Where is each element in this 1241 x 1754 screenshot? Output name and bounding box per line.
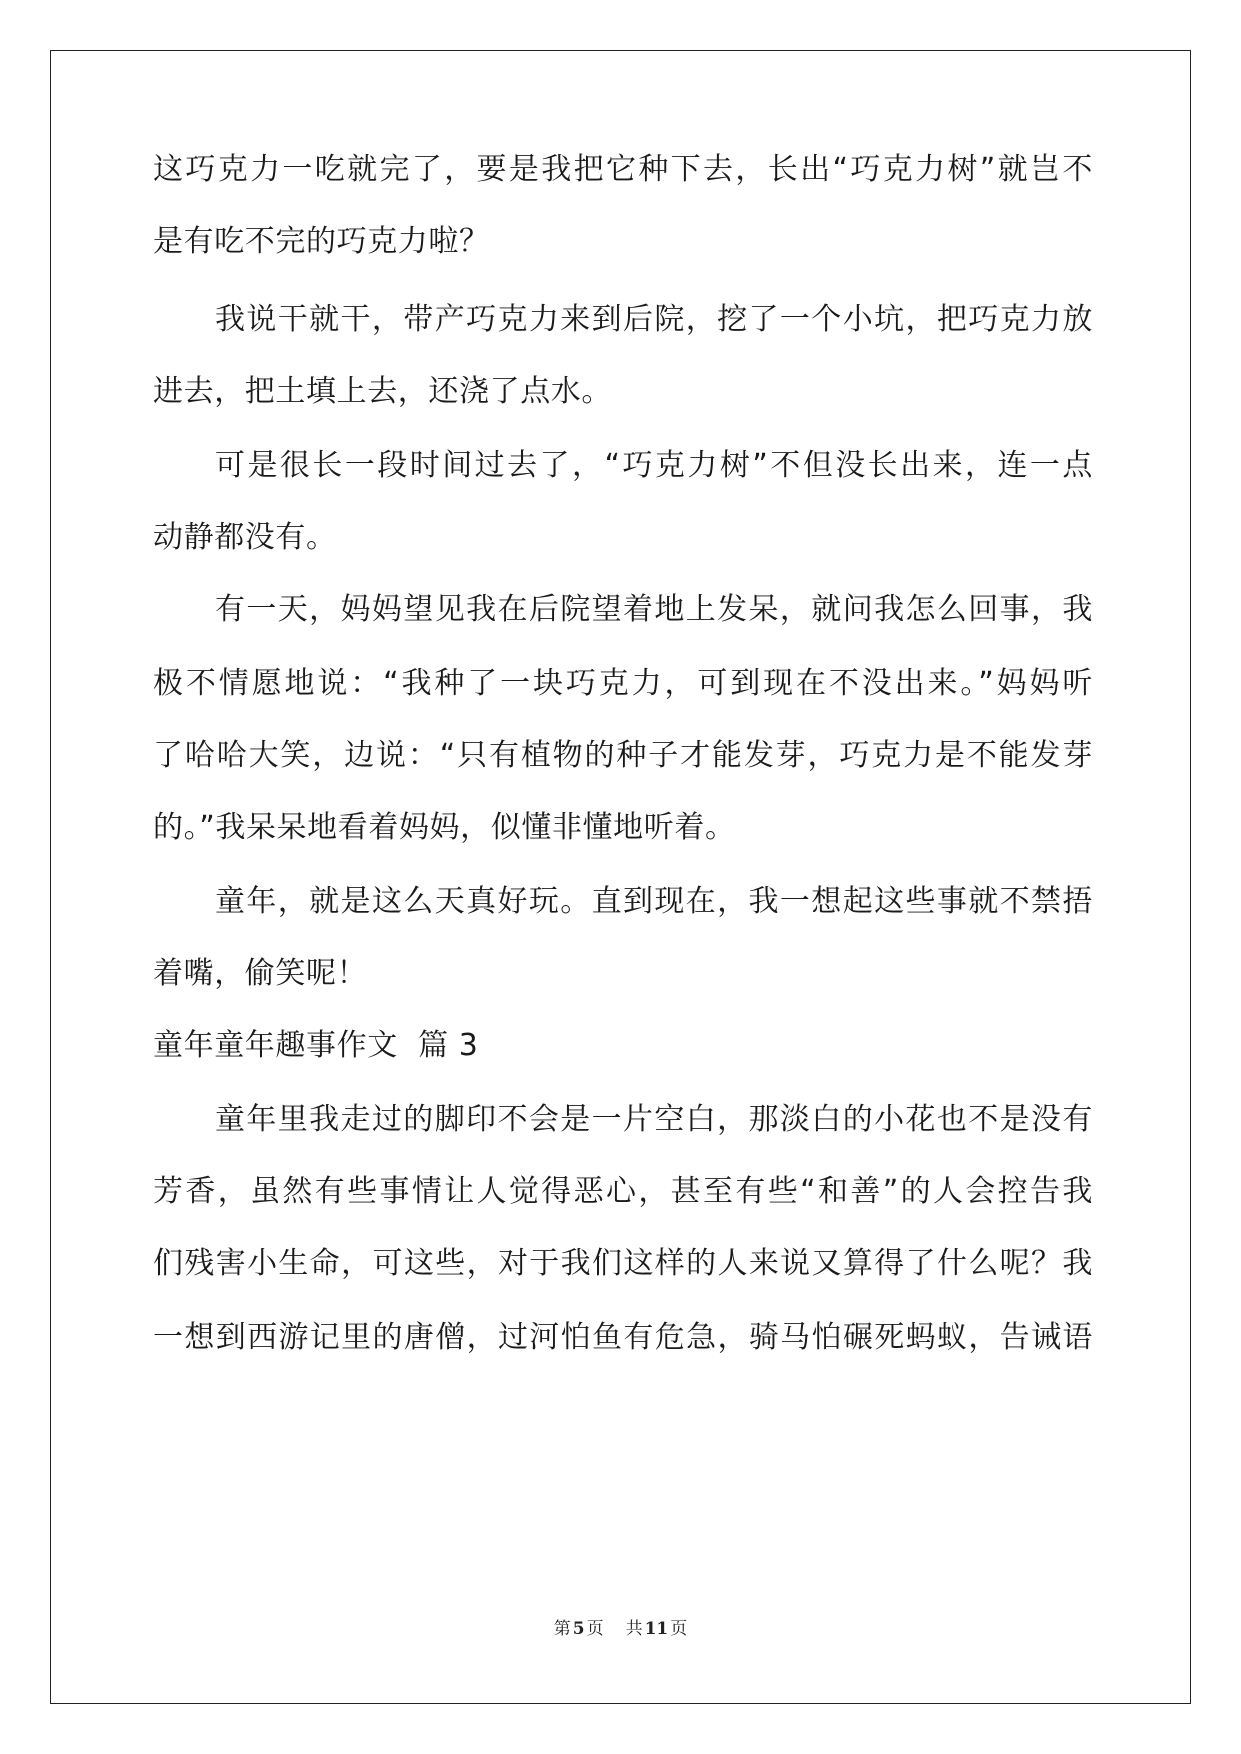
text-line: 芳香，虽然有些事情让人觉得恶心，甚至有些“和善”的人会控告我 [153, 1174, 1093, 1209]
total-pages: 11 [644, 1619, 669, 1639]
text-line: 进去，把土填上去，还浇了点水。 [153, 374, 612, 409]
text-line: 动静都没有。 [153, 520, 337, 555]
text-line: 可是很长一段时间过去了，“巧克力树”不但没长出来，连一点 [215, 448, 1093, 483]
text-line: 一想到西游记里的唐僧，过河怕鱼有危急，骑马怕碾死蚂蚁，告诫语 [153, 1320, 1093, 1355]
section-heading: 童年童年趣事作文 篇 3 [153, 1028, 479, 1063]
text-line: 们残害小生命，可这些，对于我们这样的人来说又算得了什么呢？我 [153, 1246, 1093, 1281]
text-line: 这巧克力一吃就完了，要是我把它种下去，长出“巧克力树”就岂不 [153, 152, 1093, 187]
total-suffix: 页 [670, 1619, 688, 1639]
text-line: 我说干就干，带产巧克力来到后院，挖了一个小坑，把巧克力放 [215, 302, 1093, 337]
page-suffix: 页 [586, 1619, 604, 1639]
text-line: 童年里我走过的脚印不会是一片空白，那淡白的小花也不是没有 [215, 1102, 1093, 1137]
text-line: 着嘴，偷笑呢！ [153, 956, 368, 991]
page-number: 5 [572, 1619, 585, 1639]
text-line: 有一天，妈妈望见我在后院望着地上发呆，就问我怎么回事，我 [215, 592, 1093, 627]
text-line: 童年，就是这么天真好玩。直到现在，我一想起这些事就不禁捂 [215, 884, 1093, 919]
total-prefix: 共 [625, 1619, 643, 1639]
text-line: 了哈哈大笑，边说：“只有植物的种子才能发芽，巧克力是不能发芽 [153, 738, 1093, 773]
page-prefix: 第 [553, 1619, 571, 1639]
text-line: 极不情愿地说：“我种了一块巧克力，可到现在不没出来。”妈妈听 [153, 666, 1093, 701]
text-line: 是有吃不完的巧克力啦？ [153, 224, 490, 259]
page-footer [0, 1614, 1241, 1639]
text-line: 的。”我呆呆地看着妈妈，似懂非懂地听着。 [153, 810, 736, 845]
page-border [50, 50, 1191, 1704]
